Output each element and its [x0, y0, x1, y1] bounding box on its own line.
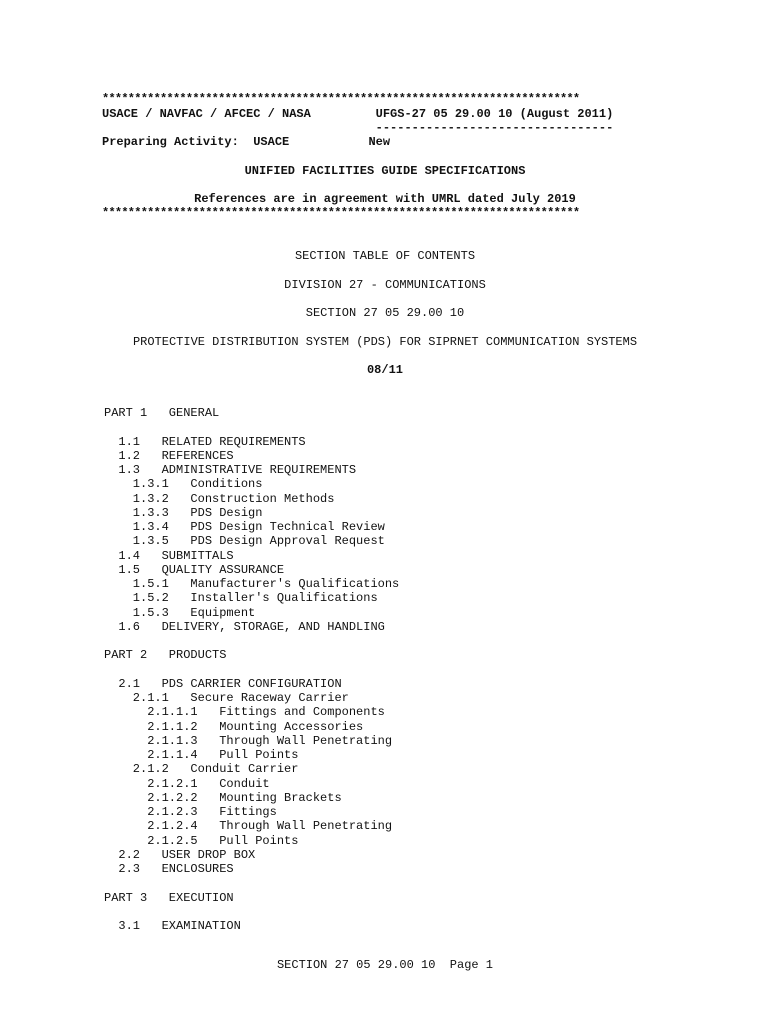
section-number-heading: SECTION 27 05 29.00 10 [305, 306, 465, 320]
toc-entry: 1.6 DELIVERY, STORAGE, AND HANDLING [104, 619, 385, 634]
toc-entry: 1.5 QUALITY ASSURANCE [104, 562, 285, 577]
toc-entry: 1.3.5 PDS Design Approval Request [104, 534, 385, 549]
toc-entry: 2.1.1.2 Mounting Accessories [104, 719, 364, 734]
section-date: 08/11 [366, 363, 403, 377]
toc-entry: 2.1.2.1 Conduit [104, 776, 270, 791]
page-footer: SECTION 27 05 29.00 10 Page 1 [276, 958, 494, 972]
toc-entry: 1.2 REFERENCES [104, 448, 234, 463]
toc-entry: 2.3 ENCLOSURES [104, 862, 234, 876]
toc-entry: 1.3.4 PDS Design Technical Review [104, 520, 385, 534]
toc-entry: 1.3.1 Conditions [104, 477, 263, 492]
toc-entry: 2.1.2.5 Pull Points [104, 833, 299, 848]
toc-entry: 2.1.2 Conduit Carrier [104, 762, 299, 777]
toc-part-heading: PART 3 EXECUTION [104, 890, 234, 905]
toc-entry: 1.3 ADMINISTRATIVE REQUIREMENTS [104, 463, 357, 477]
header-preparing-activity: Preparing Activity: USACE New [102, 135, 391, 149]
toc-heading: SECTION TABLE OF CONTENTS [294, 249, 476, 263]
header-star-rule-bottom: ************************************************************************** [102, 206, 580, 220]
header-guide-title: UNIFIED FACILITIES GUIDE SPECIFICATIONS [244, 164, 526, 178]
toc-part-heading: PART 1 GENERAL [104, 406, 220, 420]
toc-entry: 1.5.1 Manufacturer's Qualifications [104, 577, 400, 591]
toc-entry: 3.1 EXAMINATION [104, 919, 241, 933]
toc-entry: 2.1.1.4 Pull Points [104, 748, 299, 762]
header-agency-line: USACE / NAVFAC / AFCEC / NASA UFGS-27 05 29.00 10 (August 2011) [102, 107, 614, 121]
toc-entry: 2.1.1.1 Fittings and Components [104, 705, 385, 720]
toc-entry: 2.1 PDS CARRIER CONFIGURATION [104, 676, 342, 691]
division-heading: DIVISION 27 - COMMUNICATIONS [284, 278, 486, 292]
toc-entry: 2.1.1 Secure Raceway Carrier [104, 691, 349, 705]
section-name-heading: PROTECTIVE DISTRIBUTION SYSTEM (PDS) FOR SIPRNET COMMUNICATION SYSTEMS [132, 335, 638, 349]
header-references-note: References are in agreement with UMRL dated July 2019 [194, 192, 576, 206]
toc-entry: 2.1.2.4 Through Wall Penetrating [104, 819, 393, 834]
toc-entry: 1.4 SUBMITTALS [104, 548, 234, 563]
toc-entry: 2.2 USER DROP BOX [104, 847, 256, 862]
toc-entry: 1.1 RELATED REQUIREMENTS [104, 434, 306, 449]
toc-entry: 1.3.3 PDS Design [104, 505, 263, 520]
header-rule-line: --------------------------------- [102, 121, 614, 135]
toc-entry: 2.1.2.3 Fittings [104, 805, 277, 819]
toc-entry: 1.5.2 Installer's Qualifications [104, 591, 378, 606]
header-star-rule-top: ************************************************************************** [102, 92, 580, 106]
toc-entry: 2.1.2.2 Mounting Brackets [104, 790, 342, 805]
toc-entry: 1.3.2 Construction Methods [104, 491, 335, 506]
toc-part-heading: PART 2 PRODUCTS [104, 648, 227, 663]
toc-entry: 2.1.1.3 Through Wall Penetrating [104, 733, 393, 748]
toc-entry: 1.5.3 Equipment [104, 605, 256, 620]
